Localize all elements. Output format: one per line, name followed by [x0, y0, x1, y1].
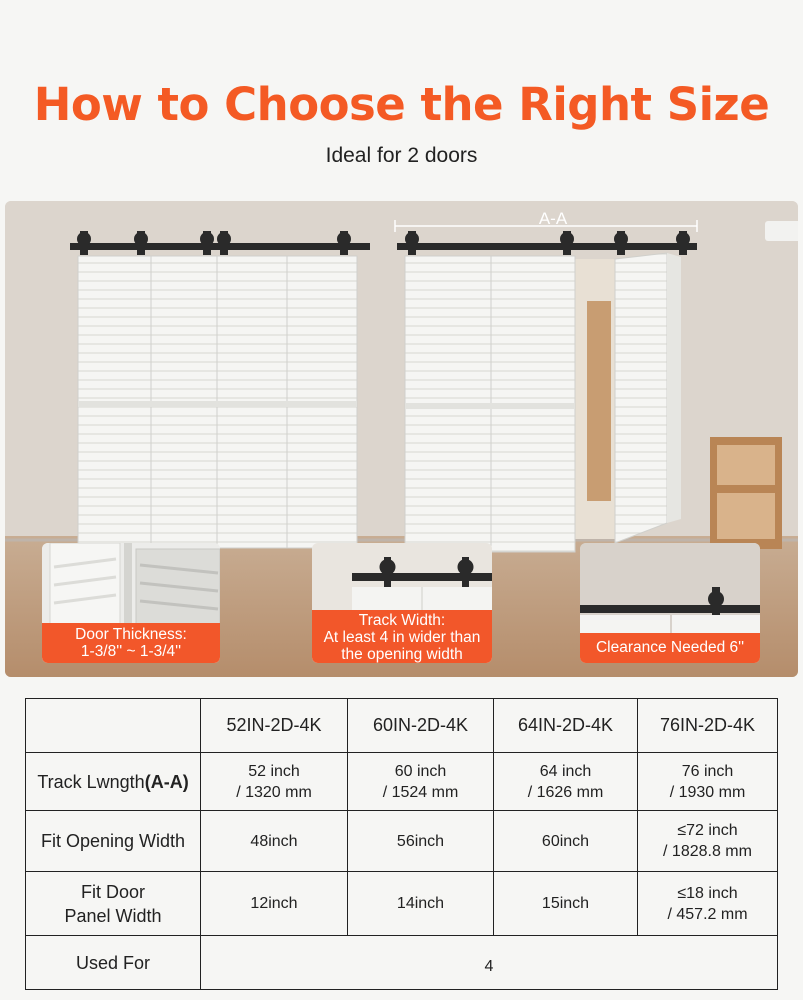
- table-cell: [494, 811, 638, 872]
- table-cell: [494, 753, 638, 811]
- inset-clearance: [580, 543, 760, 663]
- table-row-used-for: [26, 936, 778, 990]
- cell-line: 76 inch: [681, 762, 734, 780]
- page-title: How to Choose the Right Size: [33, 78, 770, 131]
- table-row-track-length: [26, 753, 778, 811]
- header-empty-cell: [26, 699, 201, 753]
- track-width-line-3: the opening width: [341, 646, 463, 663]
- size-spec-table: [25, 698, 778, 990]
- cell-line: 48inch: [250, 832, 298, 850]
- dimension-label-aa: A-A: [538, 209, 568, 228]
- door-thickness-line-1: Door Thickness:: [75, 626, 187, 643]
- inset-door-thickness: [42, 543, 220, 663]
- cell-line: 14inch: [396, 895, 445, 912]
- cell-line: ≤18 inch: [677, 884, 738, 902]
- cell-line: 56inch: [396, 832, 445, 850]
- product-scene-image: [5, 201, 798, 677]
- cell-line: 15inch: [541, 895, 590, 912]
- table-cell: [638, 872, 778, 936]
- cell-line: 52 inch: [248, 762, 300, 780]
- row-label-track-length: [26, 753, 201, 811]
- row-label-fit-panel: [26, 872, 201, 936]
- row-label-suffix: (A-A): [144, 771, 189, 792]
- column-header: 64IN-2D-4K: [494, 699, 638, 753]
- used-for-value: 4: [201, 936, 778, 990]
- cell-line: / 1320 mm: [236, 783, 312, 801]
- table-cell: [348, 753, 494, 811]
- door-thickness-callout: [42, 623, 220, 663]
- cell-line: / 1626 mm: [527, 783, 604, 801]
- cell-line: 12inch: [250, 895, 298, 912]
- table-cell: [494, 872, 638, 936]
- column-header: 52IN-2D-4K: [201, 699, 348, 753]
- cell-line: / 1930 mm: [669, 783, 746, 801]
- column-header: 76IN-2D-4K: [638, 699, 778, 753]
- cell-line: 60inch: [541, 832, 590, 850]
- cell-line: / 1828.8 mm: [663, 843, 752, 860]
- table-cell: [201, 753, 348, 811]
- row-label-prefix: Track Lwngth: [37, 771, 145, 792]
- row-label-used-for: Used For: [26, 936, 201, 990]
- table-cell: [348, 872, 494, 936]
- page-subtitle: Ideal for 2 doors: [325, 144, 478, 167]
- table-cell: [638, 753, 778, 811]
- table-cell: [201, 811, 348, 872]
- clearance-callout: Clearance Needed 6'': [580, 633, 760, 663]
- track-width-line-1: Track Width:: [358, 612, 446, 629]
- track-width-callout: [312, 610, 492, 663]
- inset-track-width: [312, 543, 492, 663]
- row-label-line: Fit Door: [80, 881, 145, 902]
- table-cell: [348, 811, 494, 872]
- table-cell: [638, 811, 778, 872]
- cell-line: / 457.2 mm: [667, 905, 748, 923]
- row-label-fit-opening: Fit Opening Width: [26, 811, 201, 872]
- row-label-line: Panel Width: [64, 905, 162, 926]
- cell-line: ≤72 inch: [677, 822, 738, 839]
- door-thickness-line-2: 1-3/8'' ~ 1-3/4'': [80, 643, 182, 660]
- cell-line: 60 inch: [394, 762, 447, 780]
- table-row-fit-opening: [26, 811, 778, 872]
- track-width-line-2: At least 4 in wider than: [323, 629, 481, 646]
- cell-line: / 1524 mm: [382, 783, 459, 801]
- cell-line: 64 inch: [539, 762, 592, 780]
- table-cell: [201, 872, 348, 936]
- table-header-row: [26, 699, 778, 753]
- table-row-fit-panel: [26, 872, 778, 936]
- column-header: 60IN-2D-4K: [348, 699, 494, 753]
